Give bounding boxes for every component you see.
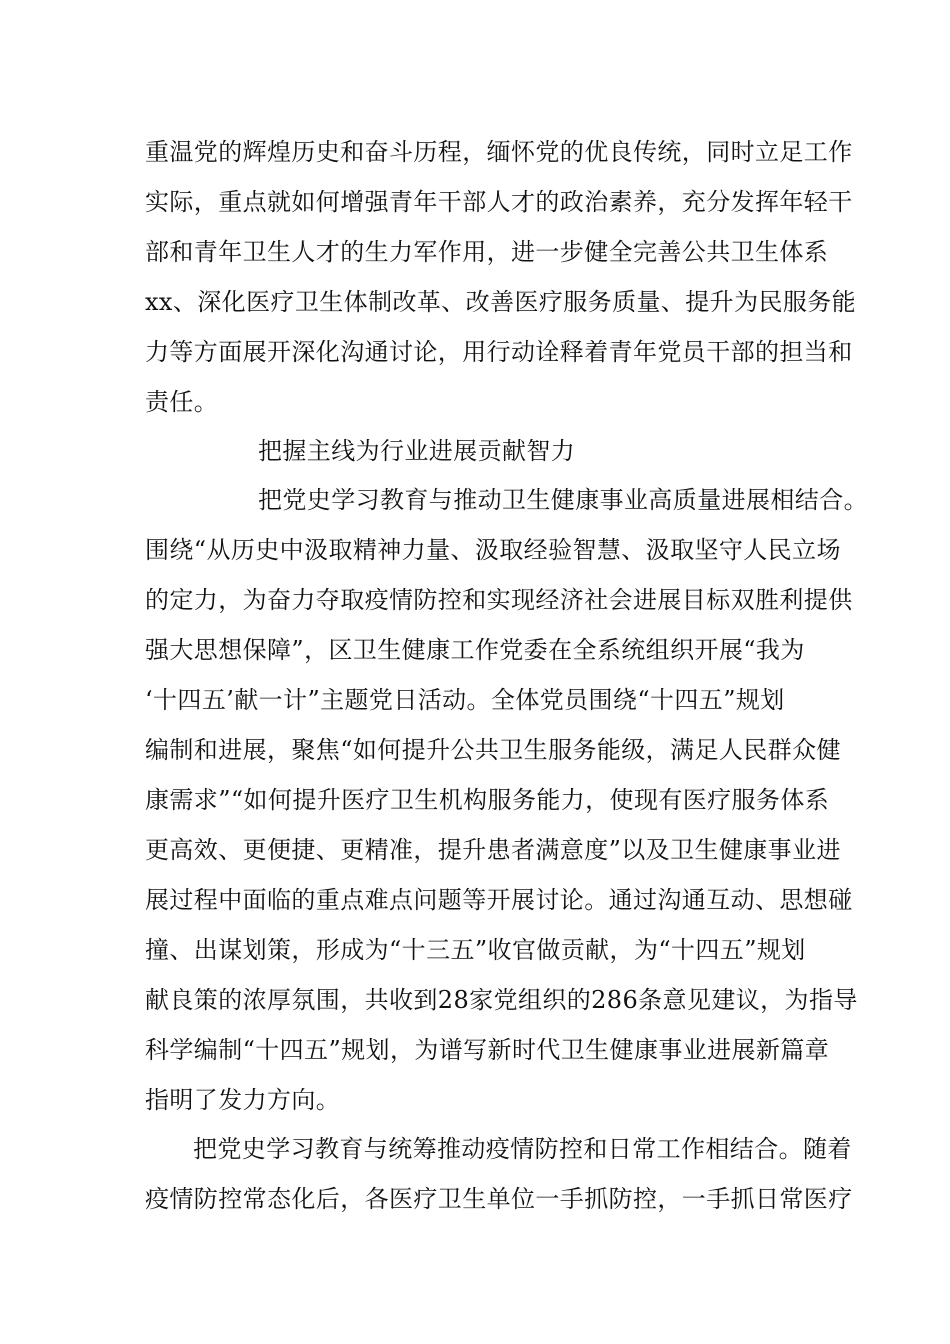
text-line: 编制和进展，聚焦“如何提升公共卫生服务能级，满足人民群众健 <box>145 736 841 764</box>
text-line: 科学编制“十四五”规划，为谱写新时代卫生健康事业进展新篇章 <box>145 1036 830 1064</box>
text-line: 疫情防控常态化后，各医疗卫生单位一手抓防控，一手抓日常医疗 <box>145 1185 853 1213</box>
text-line: xx、深化医疗卫生体制改革、改善医疗服务质量、提升为民服务能 <box>145 288 857 316</box>
text-line: 实际，重点就如何增强青年干部人才的政治素养，充分发挥年轻干 <box>145 188 853 216</box>
text-line: ‘十四五’献一计”主题党日活动。全体党员围绕“十四五”规划 <box>145 686 785 714</box>
text-line: 把党史学习教育与统筹推动疫情防控和日常工作相结合。随着 <box>193 1135 852 1163</box>
text-line: 展过程中面临的重点难点问题等开展讨论。通过沟通互动、思想碰 <box>145 886 853 914</box>
text-line: 更高效、更便捷、更精准，提升患者满意度”以及卫生健康事业进 <box>145 836 841 864</box>
text-line: 献良策的浓厚氛围，共收到28家党组织的286条意见建议，为指导 <box>145 986 858 1014</box>
text-line: 把党史学习教育与推动卫生健康事业高质量进展相结合。 <box>258 486 868 514</box>
text-line: 强大思想保障”，区卫生健康工作党委在全系统组织开展“我为 <box>145 636 805 664</box>
text-line: 康需求”“如何提升医疗卫生机构服务能力，使现有医疗服务体系 <box>145 786 830 814</box>
section-heading: 把握主线为行业进展贡献智力 <box>258 437 576 465</box>
text-line: 指明了发力方向。 <box>145 1086 341 1114</box>
text-line: 责任。 <box>145 388 219 416</box>
text-line: 重温党的辉煌历史和奋斗历程，缅怀党的优良传统，同时立足工作 <box>145 138 853 166</box>
text-line: 的定力，为奋力夺取疫情防控和实现经济社会进展目标双胜利提供 <box>145 586 853 614</box>
text-line: 撞、出谋划策，形成为“十三五”收官做贡献，为“十四五”规划 <box>145 936 806 964</box>
text-line: 力等方面展开深化沟通讨论，用行动诠释着青年党员干部的担当和 <box>145 338 853 366</box>
text-line: 部和青年卫生人才的生力军作用，进一步健全完善公共卫生体系 <box>145 238 829 266</box>
text-line: 围绕“从历史中汲取精神力量、汲取经验智慧、汲取坚守人民立场 <box>145 536 841 564</box>
